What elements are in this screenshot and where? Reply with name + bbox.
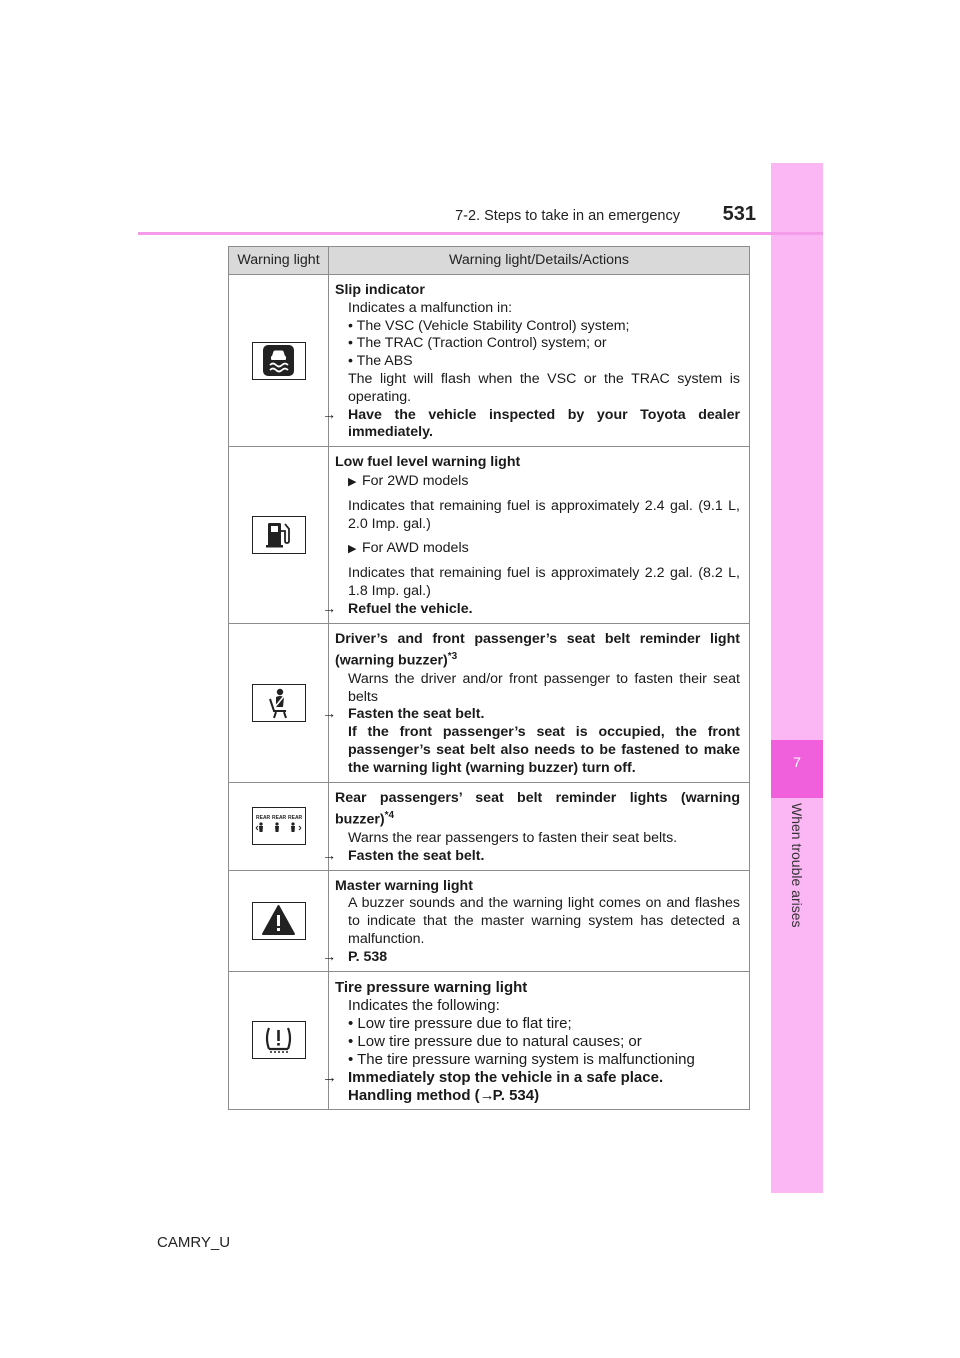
model-heading: ▶ For 2WD models: [335, 473, 740, 492]
details-cell: [322, 275, 750, 447]
arrow-icon: →: [479, 1086, 495, 1104]
light-title: Low fuel level warning light: [335, 454, 521, 471]
detail-text: Indicates that remaining fuel is approximately 2.2 gal. (8.2 L, 1.8 Imp. gal.): [348, 565, 740, 599]
rear-label: REAR: [271, 815, 286, 822]
light-title: Master warning light: [335, 877, 473, 894]
side-tab-strip: [771, 163, 823, 1193]
chapter-title: When trouble arises: [789, 803, 805, 928]
arrow-icon: →: [322, 1068, 337, 1086]
chapter-number: 7: [793, 754, 801, 770]
arrow-icon: →: [322, 406, 337, 423]
document-code: CAMRY_U: [157, 1234, 231, 1251]
action-text: → Refuel the vehicle.: [322, 600, 473, 617]
bullet-item: • The tire pressure warning system is malfunctioning: [348, 1050, 695, 1068]
triangle-right-icon: ▶: [348, 543, 357, 556]
arrow-icon: →: [322, 600, 337, 617]
light-title: Driver’s and front passenger’s seat belt reminder light (warning buzzer)$^{*3}$: [335, 630, 740, 670]
page-reference[interactable]: Handling method (→P. 534): [348, 1086, 540, 1104]
tire-pressure-icon: [252, 1021, 306, 1059]
page-number: 531: [722, 203, 756, 225]
light-title: Tire pressure warning light: [335, 978, 528, 996]
light-title: Rear passengers’ seat belt reminder lights (warning buzzer)$^{*4}$: [335, 789, 740, 829]
detail-text: Warns the driver and/or front passenger to fasten their seat belts: [348, 670, 740, 705]
details-cell: [322, 623, 750, 782]
icon-cell: [229, 782, 329, 870]
low-fuel-icon: [252, 516, 306, 554]
model-heading: ▶ For AWD models: [335, 540, 740, 559]
arrow-icon: →: [322, 847, 337, 864]
detail-text: A buzzer sounds and the warning light comes on and flashes to indicate that the master warning system has detected a malfunction.: [348, 895, 740, 947]
warning-light-table: [228, 246, 750, 1110]
rear-label: REAR: [255, 815, 270, 822]
details-cell: [322, 971, 750, 1109]
bullet-item: • The TRAC (Traction Control) system; or: [348, 335, 607, 352]
detail-text: Indicates a malfunction in:: [348, 299, 513, 316]
detail-text: The light will flash when the VSC or the TRAC system is operating.: [348, 370, 740, 405]
icon-cell: [229, 971, 329, 1109]
icon-cell: [229, 275, 329, 447]
bullet-item: • Low tire pressure due to natural causes; or: [348, 1032, 642, 1050]
details-cell: [322, 782, 750, 870]
rear-label: REAR: [287, 815, 302, 822]
arrow-icon: →: [322, 706, 337, 723]
bullet-item: • The VSC (Vehicle Stability Control) system;: [348, 317, 630, 334]
table-row: [229, 971, 750, 1109]
section-title: 7-2. Steps to take in an emergency: [455, 208, 680, 224]
footnote-ref: *3: [447, 651, 458, 663]
rear-seat-belt-icon: [252, 807, 306, 845]
detail-text: Indicates the following:: [348, 996, 500, 1014]
slip-indicator-icon: [252, 342, 306, 380]
action-text: → Have the vehicle inspected by your Toyota dealer immediately.: [322, 406, 740, 441]
table-row: [229, 275, 750, 447]
light-title: Slip indicator: [335, 282, 425, 298]
master-warning-icon: [252, 902, 306, 940]
icon-cell: [229, 623, 329, 782]
page-reference[interactable]: → P. 538: [322, 948, 388, 965]
detail-text: Indicates that remaining fuel is approximately 2.4 gal. (9.1 L, 2.0 Imp. gal.): [348, 497, 740, 532]
table-row: [229, 782, 750, 870]
action-text: → Fasten the seat belt.: [322, 847, 485, 864]
table-header-row: [229, 247, 750, 275]
column-header-details: Warning light/Details/Actions: [329, 247, 750, 275]
column-header-warning-light: Warning light: [229, 247, 329, 275]
triangle-right-icon: ▶: [348, 475, 357, 488]
arrow-icon: →: [322, 948, 337, 965]
seat-belt-icon: [252, 684, 306, 722]
action-text: → Fasten the seat belt.: [322, 706, 485, 723]
bullet-item: • Low tire pressure due to flat tire;: [348, 1014, 572, 1032]
action-text: → Immediately stop the vehicle in a safe place.: [322, 1068, 664, 1086]
table-row: [229, 447, 750, 623]
icon-cell: [229, 870, 329, 971]
action-note: If the front passenger’s seat is occupied, the front passenger’s seat belt also needs to be fastened to make the warning light (warning buzzer) turn off.: [348, 724, 740, 776]
header-rule: [138, 232, 823, 235]
details-cell: [322, 870, 750, 971]
table-row: [229, 623, 750, 782]
table-row: [229, 870, 750, 971]
footnote-ref: *4: [384, 810, 395, 822]
icon-cell: [229, 447, 329, 623]
detail-text: Warns the rear passengers to fasten their seat belts.: [348, 829, 678, 846]
details-cell: [322, 447, 750, 623]
bullet-item: • The ABS: [348, 353, 413, 370]
